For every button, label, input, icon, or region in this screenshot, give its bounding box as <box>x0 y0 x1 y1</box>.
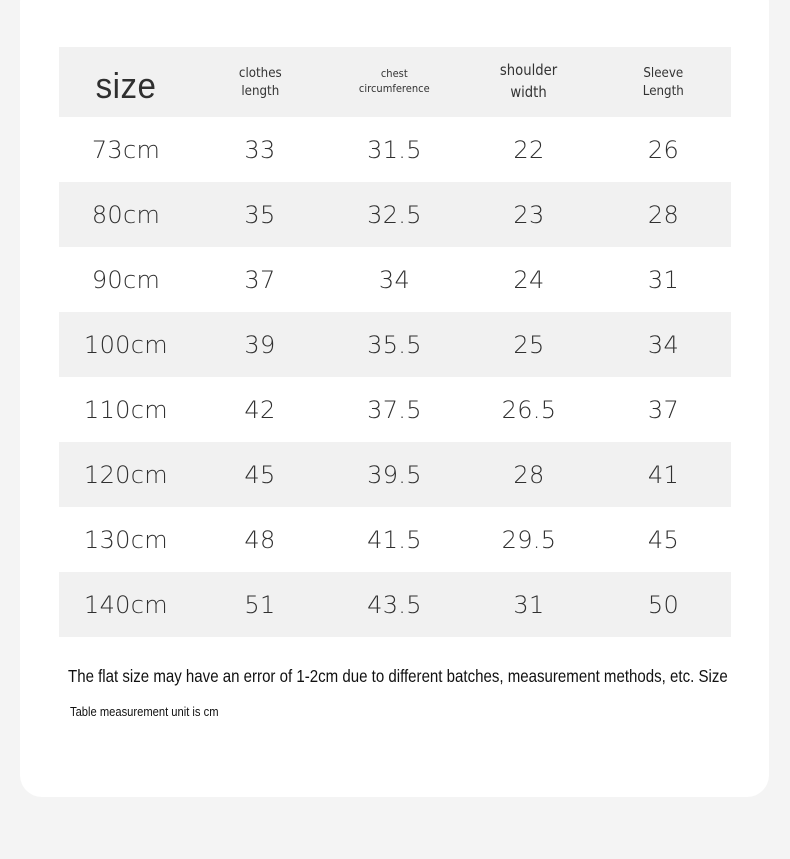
header-sleeve-line1: Sleeve <box>643 64 684 81</box>
cell-chest-circumference: 43.5 <box>367 590 422 619</box>
cell-chest-circumference: 34 <box>378 265 411 294</box>
header-sleeve-line2: Length <box>642 83 684 99</box>
cell-sleeve-length: 41 <box>647 460 680 489</box>
cell-size: 80cm <box>91 200 161 229</box>
cell-shoulder-width: 22 <box>513 135 545 164</box>
cell-size: 120cm <box>84 460 168 489</box>
header-shoulder-width <box>462 47 596 117</box>
header-size <box>59 47 193 117</box>
cell-shoulder-width: 25 <box>513 330 545 359</box>
cell-sleeve-length: 37 <box>647 395 680 424</box>
cell-sleeve-length: 45 <box>647 525 680 554</box>
cell-shoulder-width: 23 <box>513 200 545 229</box>
table-row <box>59 377 731 442</box>
cell-clothes-length: 48 <box>244 525 276 554</box>
cell-sleeve-length: 31 <box>647 265 680 294</box>
size-table <box>59 47 731 637</box>
cell-size: 140cm <box>84 590 168 619</box>
cell-sleeve-length: 50 <box>647 590 680 619</box>
header-clothes-length-line2: length <box>241 83 279 99</box>
header-clothes-length <box>193 47 327 117</box>
table-row <box>59 572 731 637</box>
cell-clothes-length: 33 <box>244 135 276 164</box>
cell-chest-circumference: 31.5 <box>367 135 422 164</box>
table-row <box>59 182 731 247</box>
cell-chest-circumference: 35.5 <box>367 330 422 359</box>
header-sleeve-length <box>596 47 731 117</box>
cell-clothes-length: 42 <box>244 395 276 424</box>
header-shoulder-line2: width <box>510 83 548 101</box>
cell-size: 73cm <box>91 135 161 164</box>
cell-size: 110cm <box>84 395 168 424</box>
header-chest-circumference <box>327 47 462 117</box>
cell-clothes-length: 51 <box>244 590 276 619</box>
cell-sleeve-length: 34 <box>647 330 680 359</box>
table-row <box>59 442 731 507</box>
header-chest-line1: chest <box>381 67 408 81</box>
measurement-unit-note: Table measurement unit is cm <box>70 704 219 719</box>
header-size-label: size <box>95 64 157 106</box>
cell-chest-circumference: 41.5 <box>367 525 422 554</box>
measurement-error-note: The flat size may have an error of 1-2cm due to different batches, measurement methods, etc. Size <box>68 666 728 686</box>
table-body <box>59 117 731 637</box>
cell-sleeve-length: 28 <box>647 200 680 229</box>
cell-shoulder-width: 24 <box>513 265 545 294</box>
table-row <box>59 247 731 312</box>
table-row <box>59 117 731 182</box>
table-row <box>59 507 731 572</box>
cell-clothes-length: 45 <box>244 460 276 489</box>
cell-shoulder-width: 31 <box>513 590 545 619</box>
header-row <box>59 47 731 117</box>
cell-shoulder-width: 26.5 <box>501 395 557 424</box>
cell-sleeve-length: 26 <box>647 135 680 164</box>
cell-chest-circumference: 39.5 <box>367 460 422 489</box>
cell-shoulder-width: 28 <box>513 460 545 489</box>
header-clothes-length-line1: clothes <box>238 64 282 81</box>
cell-size: 100cm <box>84 330 168 359</box>
cell-size: 90cm <box>91 265 161 294</box>
cell-clothes-length: 35 <box>244 200 276 229</box>
cell-size: 130cm <box>84 525 168 554</box>
cell-chest-circumference: 32.5 <box>367 200 422 229</box>
table-header <box>59 47 731 117</box>
cell-clothes-length: 37 <box>244 265 276 294</box>
cell-clothes-length: 39 <box>244 330 276 359</box>
cell-shoulder-width: 29.5 <box>501 525 557 554</box>
table-row <box>59 312 731 377</box>
header-chest-line2: circumference <box>359 81 430 95</box>
cell-chest-circumference: 37.5 <box>367 395 422 424</box>
header-shoulder-line1: shoulder <box>500 61 558 80</box>
